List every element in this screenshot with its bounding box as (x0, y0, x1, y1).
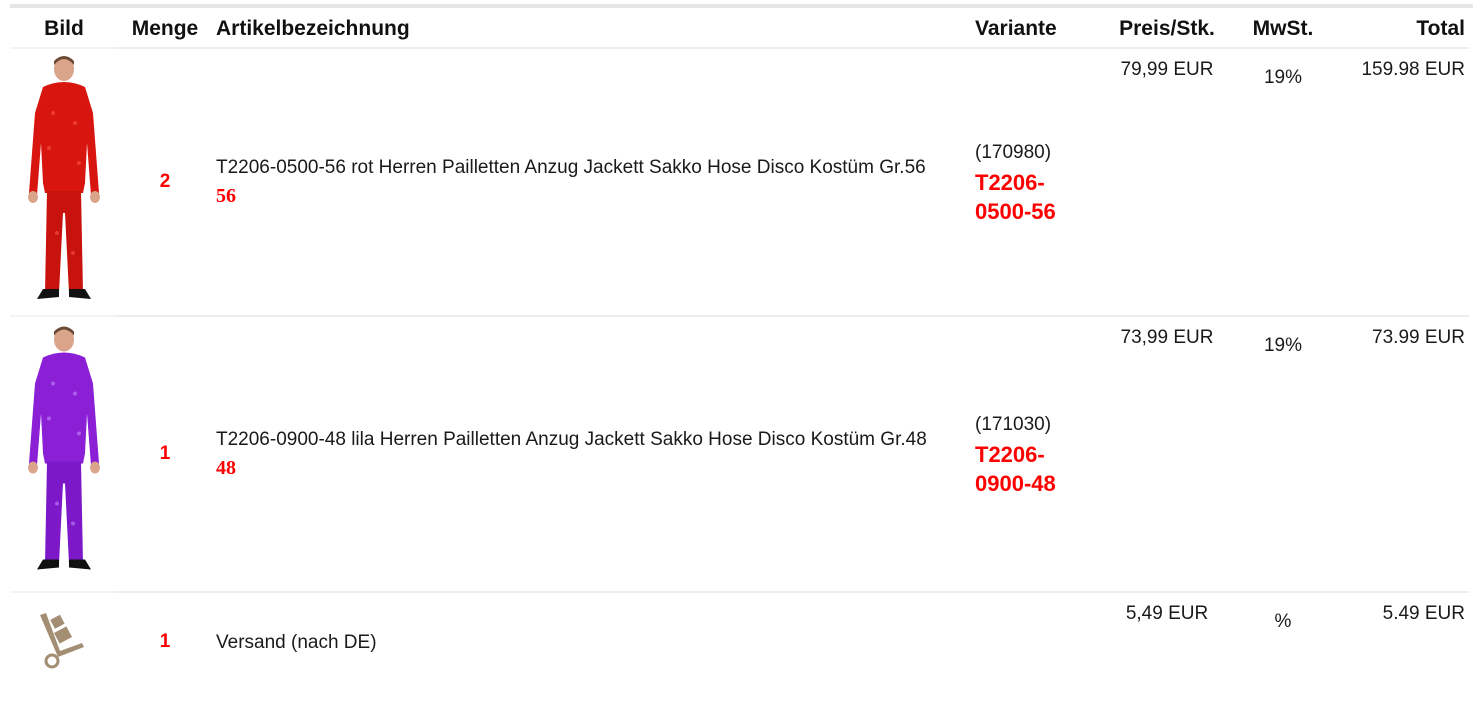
table-row (10, 315, 1469, 591)
cart-table (10, 12, 1469, 691)
table-header-row (10, 12, 1469, 47)
header-menge: Menge (131, 17, 199, 40)
quantity-value: 1 (118, 591, 212, 691)
unit-price: 79,99 EUR (1099, 47, 1235, 315)
variant-code: T2206-0900-48 (975, 442, 1056, 496)
line-total: 5.49 EUR (1331, 591, 1469, 691)
shipping-row (10, 591, 1469, 691)
line-total: 73.99 EUR (1331, 315, 1469, 591)
quantity-value: 2 (118, 47, 212, 315)
top-divider (10, 4, 1473, 8)
article-size: 56 (216, 185, 236, 207)
variant-cell (971, 315, 1099, 591)
header-mwst: MwSt. (1252, 17, 1314, 40)
tax-rate: 19% (1235, 47, 1331, 315)
product-image-cell (10, 315, 118, 591)
tax-rate: 19% (1235, 315, 1331, 591)
variant-id: (171030) (975, 414, 1052, 435)
purple-sequin-suit-image[interactable] (23, 321, 105, 576)
article-description (212, 47, 971, 315)
red-sequin-suit-image[interactable] (23, 53, 105, 303)
header-artikelbezeichnung: Artikelbezeichnung (216, 17, 410, 40)
header-bild: Bild (44, 17, 84, 40)
variant-empty-cell (971, 591, 1099, 691)
article-description (212, 315, 971, 591)
variant-code: T2206-0500-56 (975, 170, 1056, 224)
line-total: 159.98 EUR (1331, 47, 1469, 315)
unit-price: 5,49 EUR (1099, 591, 1235, 691)
tax-rate: % (1235, 591, 1331, 691)
unit-price: 73,99 EUR (1099, 315, 1235, 591)
article-size: 48 (216, 457, 236, 479)
hand-truck-icon (38, 611, 90, 669)
variant-id: (170980) (975, 142, 1052, 163)
shipping-icon-cell (10, 591, 118, 691)
header-preis: Preis/Stk. (1119, 17, 1215, 40)
header-variante: Variante (975, 17, 1057, 40)
header-total: Total (1416, 17, 1465, 40)
table-row (10, 47, 1469, 315)
variant-cell (971, 47, 1099, 315)
product-image-cell (10, 47, 118, 315)
quantity-value: 1 (118, 315, 212, 591)
shipping-description: Versand (nach DE) (212, 591, 971, 691)
article-name: T2206-0500-56 rot Herren Pailletten Anzug Jackett Sakko Hose Disco Kostüm Gr.56 (216, 157, 926, 178)
article-name: T2206-0900-48 lila Herren Pailletten Anzug Jackett Sakko Hose Disco Kostüm Gr.48 (216, 429, 927, 450)
